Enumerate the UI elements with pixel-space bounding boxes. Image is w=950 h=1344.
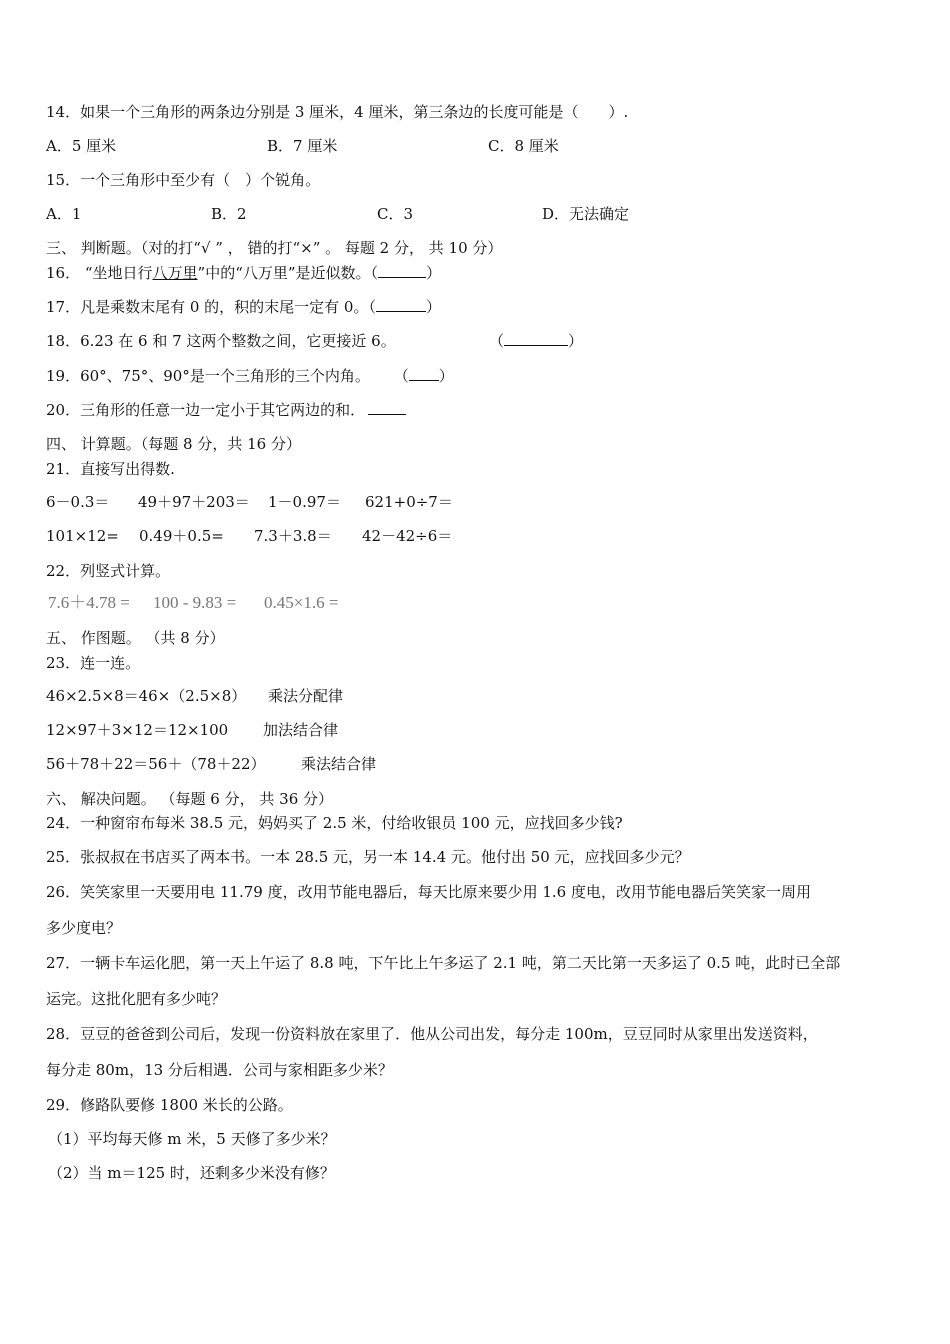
calc-item: 621+0÷7＝ bbox=[365, 493, 453, 511]
question-22: 22．列竖式计算。 bbox=[46, 562, 171, 580]
question-25: 25．张叔叔在书店买了两本书。一本 28.5 元，另一本 14.4 元。他付出 50 元，应找回多少元？ bbox=[46, 848, 690, 866]
question-16-close: ） bbox=[426, 264, 442, 282]
question-26-line-1: 26．笑笑家里一天要用电 11.79 度，改用节能电器后，每天比原来要少用 1.6 度电，改用节能电器后笑笑家一周用 bbox=[46, 883, 811, 901]
question-17 bbox=[46, 297, 441, 317]
vertical-calc-item: 0.45×1.6 = bbox=[264, 593, 339, 612]
question-16 bbox=[46, 263, 441, 283]
answer-blank[interactable] bbox=[409, 366, 439, 381]
question-19 bbox=[46, 366, 454, 386]
question-29-sub-2: （2）当 m＝125 时，还剩多少米没有修？ bbox=[48, 1164, 335, 1182]
answer-blank[interactable] bbox=[504, 331, 568, 346]
question-18-close: ） bbox=[568, 332, 584, 350]
question-16-prefix: 16． “坐地日行 bbox=[46, 264, 153, 282]
question-28-line-2: 每分走 80m，13 分后相遇．公司与家相距多少米？ bbox=[46, 1061, 393, 1079]
question-19-close: ） bbox=[438, 367, 454, 385]
option-c[interactable]: C．8 厘米 bbox=[488, 137, 559, 155]
vertical-calc-item: 7.6＋4.78 = bbox=[48, 593, 130, 612]
question-15-stem: 15．一个三角形中至少有（ ）个锐角。 bbox=[46, 171, 321, 189]
question-20 bbox=[46, 400, 406, 420]
question-16-underlined: 八万里 bbox=[152, 264, 198, 282]
answer-blank[interactable] bbox=[376, 297, 426, 312]
question-19-stem: 19．60°、75°、90°是一个三角形的三个内角。 bbox=[46, 367, 370, 385]
calc-item: 1－0.97＝ bbox=[268, 493, 341, 511]
question-29: 29．修路队要修 1800 米长的公路。 bbox=[46, 1096, 293, 1114]
option-a[interactable]: A．5 厘米 bbox=[46, 137, 117, 155]
question-29-sub-1: （1）平均每天修 m 米，5 天修了多少米？ bbox=[48, 1130, 336, 1148]
question-18-answer bbox=[489, 331, 583, 351]
question-20-stem: 20．三角形的任意一边一定小于其它两边的和． bbox=[46, 401, 366, 419]
question-28-line-1: 28．豆豆的爸爸到公司后，发现一份资料放在家里了．他从公司出发，每分走 100m，豆豆同时从家里出发送资料， bbox=[46, 1025, 818, 1043]
match-expression[interactable]: 46×2.5×8＝46×（2.5×8） bbox=[46, 687, 247, 705]
question-17-close: ） bbox=[425, 298, 441, 316]
calc-item: 101×12= bbox=[46, 527, 119, 545]
option-b[interactable]: B．2 bbox=[211, 205, 247, 223]
option-d[interactable]: D．无法确定 bbox=[542, 205, 630, 223]
section-5-heading: 五、 作图题。 （共 8 分） bbox=[46, 629, 225, 647]
question-26-line-2: 多少度电？ bbox=[46, 919, 122, 937]
match-expression[interactable]: 56＋78＋22＝56＋（78＋22） bbox=[46, 755, 266, 773]
option-b[interactable]: B．7 厘米 bbox=[267, 137, 338, 155]
match-law[interactable]: 乘法分配律 bbox=[268, 687, 344, 705]
calc-item: 6－0.3＝ bbox=[46, 493, 110, 511]
question-27-line-1: 27．一辆卡车运化肥，第一天上午运了 8.8 吨，下午比上午多运了 2.1 吨，第二天比第一天多运了 0.5 吨，此时已全部 bbox=[46, 954, 841, 972]
question-14 bbox=[46, 102, 628, 122]
match-law[interactable]: 加法结合律 bbox=[263, 721, 339, 739]
option-a[interactable]: A．1 bbox=[46, 205, 82, 223]
calc-item: 7.3＋3.8＝ bbox=[254, 527, 332, 545]
option-c[interactable]: C．3 bbox=[377, 205, 414, 223]
question-24: 24．一种窗帘布每米 38.5 元，妈妈买了 2.5 米，付给收银员 100 元，应找回多少钱? bbox=[46, 814, 623, 832]
answer-blank[interactable] bbox=[368, 400, 406, 415]
vertical-calc-item: 100 - 9.83 = bbox=[153, 593, 237, 612]
question-27-line-2: 运完。这批化肥有多少吨？ bbox=[46, 990, 227, 1008]
answer-blank[interactable] bbox=[378, 263, 426, 278]
question-19-open: （ bbox=[393, 367, 409, 385]
calc-item: 0.49＋0.5= bbox=[139, 527, 224, 545]
match-law[interactable]: 乘法结合律 bbox=[301, 755, 377, 773]
question-14-stem: 14．如果一个三角形的两条边分别是 3 厘米，4 厘米，第三条边的长度可能是（ ）. bbox=[46, 103, 629, 121]
question-18-open: （ bbox=[489, 332, 505, 350]
question-23: 23．连一连。 bbox=[46, 654, 141, 672]
section-4-heading: 四、 计算题。（每题 8 分，共 16 分） bbox=[46, 435, 301, 453]
question-15 bbox=[46, 170, 320, 190]
question-21: 21．直接写出得数. bbox=[46, 460, 175, 478]
section-3-heading: 三、 判断题。（对的打“√ ” ， 错的打“×” 。 每题 2 分， 共 10 分） bbox=[46, 239, 503, 257]
section-6-heading: 六、 解决问题。 （每题 6 分， 共 36 分） bbox=[46, 790, 334, 808]
question-17-stem: 17．凡是乘数末尾有 0 的，积的末尾一定有 0。（ bbox=[46, 298, 376, 316]
question-18 bbox=[46, 331, 926, 351]
match-expression[interactable]: 12×97＋3×12＝12×100 bbox=[46, 721, 229, 739]
calc-item: 42－42÷6＝ bbox=[362, 527, 453, 545]
question-18-stem: 18．6.23 在 6 和 7 这两个整数之间，它更接近 6。 bbox=[46, 332, 396, 350]
question-16-suffix: ”中的“八万里”是近似数。（ bbox=[197, 264, 379, 282]
calc-item: 49＋97＋203＝ bbox=[138, 493, 250, 511]
